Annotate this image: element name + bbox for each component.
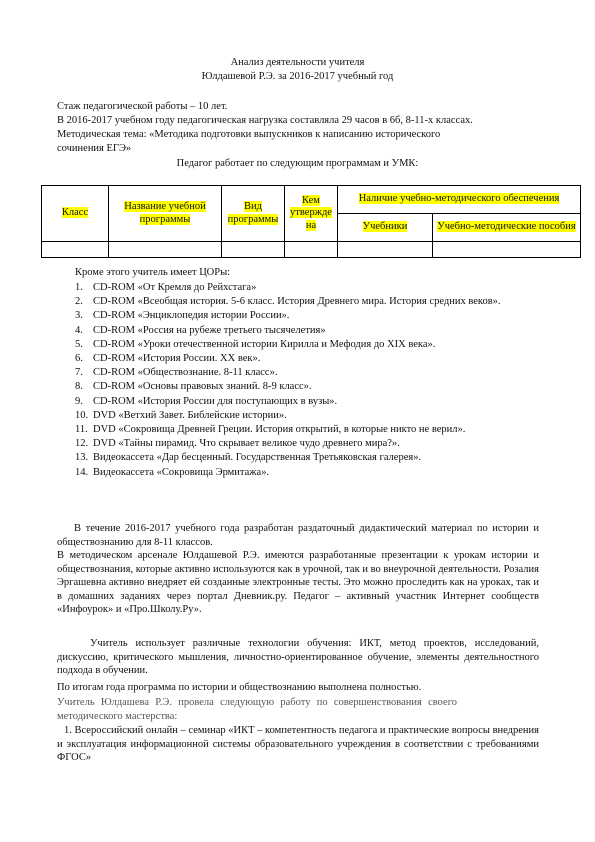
list-item-number: 4. — [75, 324, 83, 336]
list-item-number: 1. — [75, 282, 83, 293]
table-row — [42, 242, 581, 258]
paragraph-technologies: Учитель использует различные технологии обучения: ИКТ, метод проектов, исследований, дискуссию, критического мышления, личностно-ориентированное обучение, элементы деятельностного подхода в обучении. — [57, 638, 539, 677]
experience-line: Стаж педагогической работы – 10 лет. — [57, 101, 228, 112]
resources-list — [75, 281, 575, 480]
list-item-number: 9. — [75, 395, 83, 407]
header-textbooks: Учебники — [338, 214, 433, 242]
list-item-text: Видеокассета «Дар бесценный. Государственная Третьяковская галерея». — [93, 452, 422, 464]
theme-line-1: Методическая тема: «Методика подготовки выпускников к написанию исторического — [57, 129, 441, 140]
list-item-text: CD-ROM «Всеобщая история. 5-6 класс. История Древнего мира. История средних веков». — [93, 296, 501, 308]
list-item — [75, 380, 575, 394]
paragraph-methodical: Учитель Юлдашева Р.Э. провела следующую работу по совершенствования своего методического мастерства: — [57, 697, 457, 722]
table-cell — [42, 242, 109, 258]
list-item-text: CD-ROM «Основы правовых знаний. 8-9 класс». — [93, 381, 312, 393]
resources-heading: Кроме этого учитель имеет ЦОРы: — [75, 267, 231, 278]
document-title-line1: Анализ деятельности учителя — [230, 57, 365, 68]
load-line: В 2016-2017 учебном году педагогическая нагрузка составляла 29 часов в 6б, 8-11-х классах. — [57, 115, 473, 126]
list-item-text: DVD «Ветхий Завет. Библейские истории». — [93, 409, 287, 421]
list-item-number: 8. — [75, 381, 83, 393]
list-item — [75, 409, 575, 423]
paragraph-presentations: В методическом арсенале Юлдашевой Р.Э. имеются разработанные презентации к урокам истории и обществознания, которые активно используются как в урочной, так и во внеурочной деятельности. Розалия Эргашевна активно внедряет ей созданные электронные тесты. Это можно проследить как на уроках, так и в домашних заданиях через портал Дневник.ру. Педагог – активный участник Интернет сообществ «Инфоурок» и «Про.Школу.Ру». — [57, 550, 539, 616]
list-item-number: 7. — [75, 367, 83, 379]
list-item — [75, 366, 575, 380]
list-item-text: DVD «Сокровища Древней Греции. История открытий, в которые никто не верил». — [93, 424, 466, 436]
header-manuals: Учебно-методические пособия — [433, 214, 581, 242]
list-item — [75, 451, 575, 465]
programs-heading: Педагог работает по следующим программам и УМК: — [176, 158, 419, 169]
list-item-text: CD-ROM «Уроки отечественной истории Кирилла и Мефодия до XIX века». — [93, 338, 436, 350]
list-item-number: 2. — [75, 296, 83, 308]
list-item-number: 3. — [75, 310, 83, 322]
list-item — [75, 395, 575, 409]
list-item — [75, 309, 575, 323]
header-type: Вид программы — [222, 186, 285, 242]
document-title-line2: Юлдашевой Р.Э. за 2016-2017 учебный год — [201, 71, 394, 82]
paragraph-results: По итогам года программа по истории и обществознанию выполнена полностью. — [57, 682, 422, 693]
header-program: Название учебной программы — [109, 186, 222, 242]
list-item-number: 14. — [75, 466, 89, 478]
list-item-number: 6. — [75, 353, 83, 365]
table-cell — [433, 242, 581, 258]
list-item — [75, 437, 575, 451]
list-item — [75, 338, 575, 352]
header-support: Наличие учебно-методического обеспечения — [338, 186, 581, 214]
list-item-text: CD-ROM «Россия на рубеже третьего тысячелетия» — [93, 324, 326, 336]
theme-line-2: сочинения ЕГЭ» — [57, 143, 132, 154]
list-item-number: 12. — [75, 438, 89, 450]
list-item — [75, 295, 575, 309]
list-item-number: 13. — [75, 452, 89, 464]
list-item — [75, 324, 575, 338]
umk-table — [41, 185, 581, 258]
list-item-number: 11. — [75, 424, 88, 436]
list-item-number: 5. — [75, 338, 83, 350]
list-item-text: CD-ROM «От Кремля до Рейхстага» — [93, 282, 257, 293]
list-item-number: 10. — [75, 409, 89, 421]
header-approved: Кем утвержде на — [285, 186, 338, 242]
table-cell — [222, 242, 285, 258]
paragraph-didactic: В течение 2016-2017 учебного года разработан раздаточный дидактический материал по истории и обществознанию для 8-11 классов. — [57, 523, 539, 548]
table-cell — [338, 242, 433, 258]
list-item-text: CD-ROM «История России. XX век». — [93, 353, 261, 365]
paragraph-seminar: 1. Всероссийский онлайн – семинар «ИКТ – компетентность педагога и практические вопросы внедрения и эксплуатация информационной системы образовательного учреждения в соответствии с требованиями ФГОС» — [57, 725, 539, 764]
list-item — [75, 423, 575, 437]
list-item — [75, 281, 575, 295]
list-item-text: DVD «Тайны пирамид. Что скрывает великое чудо древнего мира?». — [93, 438, 400, 450]
list-item-text: CD-ROM «Энциклопедия истории России». — [93, 310, 290, 322]
table-cell — [285, 242, 338, 258]
header-class: Класс — [42, 186, 109, 242]
list-item-text: CD-ROM «История России для поступающих в вузы». — [93, 395, 338, 407]
table-cell — [109, 242, 222, 258]
list-item — [75, 466, 575, 480]
list-item-text: CD-ROM «Обществознание. 8-11 класс». — [93, 367, 278, 379]
list-item-text: Видеокассета «Сокровища Эрмитажа». — [93, 466, 270, 478]
list-item — [75, 352, 575, 366]
